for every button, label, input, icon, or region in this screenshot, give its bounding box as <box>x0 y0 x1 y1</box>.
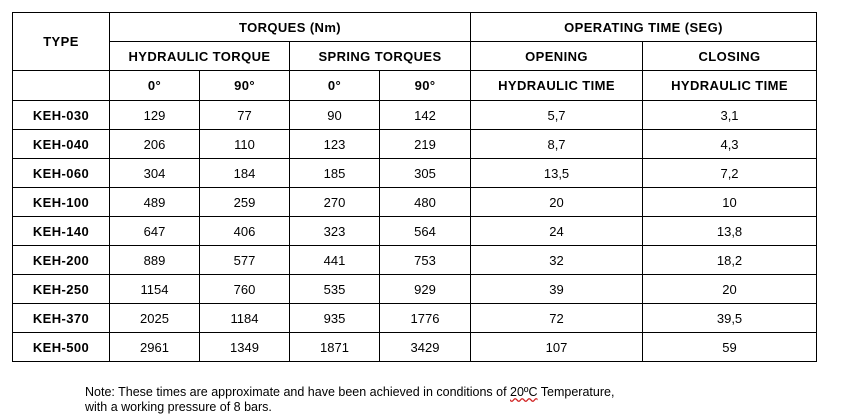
header-spring-90deg: 90° <box>380 71 471 101</box>
spring-0-cell: 935 <box>290 304 380 333</box>
table-row <box>13 159 817 188</box>
spring-0-cell: 270 <box>290 188 380 217</box>
closing-time-cell: 7,2 <box>643 159 817 188</box>
table-row <box>13 130 817 159</box>
table-row <box>13 275 817 304</box>
spring-0-cell: 90 <box>290 101 380 130</box>
hydraulic-0-cell: 647 <box>110 217 200 246</box>
closing-time-cell: 4,3 <box>643 130 817 159</box>
spring-0-cell: 1871 <box>290 333 380 362</box>
hydraulic-90-cell: 760 <box>200 275 290 304</box>
type-cell: KEH-250 <box>13 275 110 304</box>
type-cell: KEH-200 <box>13 246 110 275</box>
table-row <box>13 188 817 217</box>
closing-time-cell: 10 <box>643 188 817 217</box>
header-operating-time: OPERATING TIME (SEG) <box>471 13 817 42</box>
footnote-line2: with a working pressure of 8 bars. <box>85 400 272 414</box>
closing-time-cell: 39,5 <box>643 304 817 333</box>
closing-time-cell: 13,8 <box>643 217 817 246</box>
spring-0-cell: 441 <box>290 246 380 275</box>
footnote-temperature: 20ºC <box>510 385 538 399</box>
spring-0-cell: 123 <box>290 130 380 159</box>
header-spring-0deg: 0° <box>290 71 380 101</box>
table-row <box>13 333 817 362</box>
spring-90-cell: 3429 <box>380 333 471 362</box>
hydraulic-0-cell: 304 <box>110 159 200 188</box>
type-cell: KEH-500 <box>13 333 110 362</box>
hydraulic-90-cell: 577 <box>200 246 290 275</box>
hydraulic-0-cell: 889 <box>110 246 200 275</box>
spring-90-cell: 564 <box>380 217 471 246</box>
opening-time-cell: 13,5 <box>471 159 643 188</box>
hydraulic-0-cell: 2961 <box>110 333 200 362</box>
header-hydraulic-torque: HYDRAULIC TORQUE <box>110 42 290 71</box>
closing-time-cell: 20 <box>643 275 817 304</box>
header-closing-hydraulic-time: HYDRAULIC TIME <box>643 71 817 101</box>
spec-table <box>12 12 817 362</box>
header-empty-type <box>13 71 110 101</box>
header-closing: CLOSING <box>643 42 817 71</box>
spring-0-cell: 185 <box>290 159 380 188</box>
opening-time-cell: 24 <box>471 217 643 246</box>
type-cell: KEH-100 <box>13 188 110 217</box>
type-cell: KEH-060 <box>13 159 110 188</box>
type-cell: KEH-030 <box>13 101 110 130</box>
spring-90-cell: 929 <box>380 275 471 304</box>
closing-time-cell: 59 <box>643 333 817 362</box>
header-opening: OPENING <box>471 42 643 71</box>
spring-90-cell: 142 <box>380 101 471 130</box>
header-torques: TORQUES (Nm) <box>110 13 471 42</box>
spring-90-cell: 753 <box>380 246 471 275</box>
spring-90-cell: 480 <box>380 188 471 217</box>
header-spring-torques: SPRING TORQUES <box>290 42 471 71</box>
type-cell: KEH-140 <box>13 217 110 246</box>
hydraulic-90-cell: 406 <box>200 217 290 246</box>
hydraulic-90-cell: 259 <box>200 188 290 217</box>
type-cell: KEH-040 <box>13 130 110 159</box>
spring-0-cell: 323 <box>290 217 380 246</box>
header-hydraulic-0deg: 0° <box>110 71 200 101</box>
hydraulic-0-cell: 129 <box>110 101 200 130</box>
hydraulic-90-cell: 110 <box>200 130 290 159</box>
hydraulic-0-cell: 206 <box>110 130 200 159</box>
opening-time-cell: 72 <box>471 304 643 333</box>
table-row <box>13 101 817 130</box>
table-body <box>13 101 817 362</box>
footnote <box>85 385 614 415</box>
opening-time-cell: 5,7 <box>471 101 643 130</box>
header-opening-hydraulic-time: HYDRAULIC TIME <box>471 71 643 101</box>
header-type: TYPE <box>13 13 110 71</box>
hydraulic-0-cell: 2025 <box>110 304 200 333</box>
header-hydraulic-90deg: 90° <box>200 71 290 101</box>
hydraulic-0-cell: 489 <box>110 188 200 217</box>
type-cell: KEH-370 <box>13 304 110 333</box>
table-row <box>13 246 817 275</box>
closing-time-cell: 18,2 <box>643 246 817 275</box>
hydraulic-90-cell: 1184 <box>200 304 290 333</box>
opening-time-cell: 107 <box>471 333 643 362</box>
spring-90-cell: 219 <box>380 130 471 159</box>
spring-0-cell: 535 <box>290 275 380 304</box>
hydraulic-90-cell: 77 <box>200 101 290 130</box>
table-row <box>13 217 817 246</box>
footnote-line1-start: Note: These times are approximate and have been achieved in conditions of <box>85 385 511 399</box>
hydraulic-90-cell: 184 <box>200 159 290 188</box>
opening-time-cell: 39 <box>471 275 643 304</box>
spring-90-cell: 1776 <box>380 304 471 333</box>
opening-time-cell: 20 <box>471 188 643 217</box>
spring-90-cell: 305 <box>380 159 471 188</box>
hydraulic-90-cell: 1349 <box>200 333 290 362</box>
opening-time-cell: 32 <box>471 246 643 275</box>
opening-time-cell: 8,7 <box>471 130 643 159</box>
hydraulic-0-cell: 1154 <box>110 275 200 304</box>
closing-time-cell: 3,1 <box>643 101 817 130</box>
table-row <box>13 304 817 333</box>
footnote-line1-end: Temperature, <box>537 385 615 399</box>
